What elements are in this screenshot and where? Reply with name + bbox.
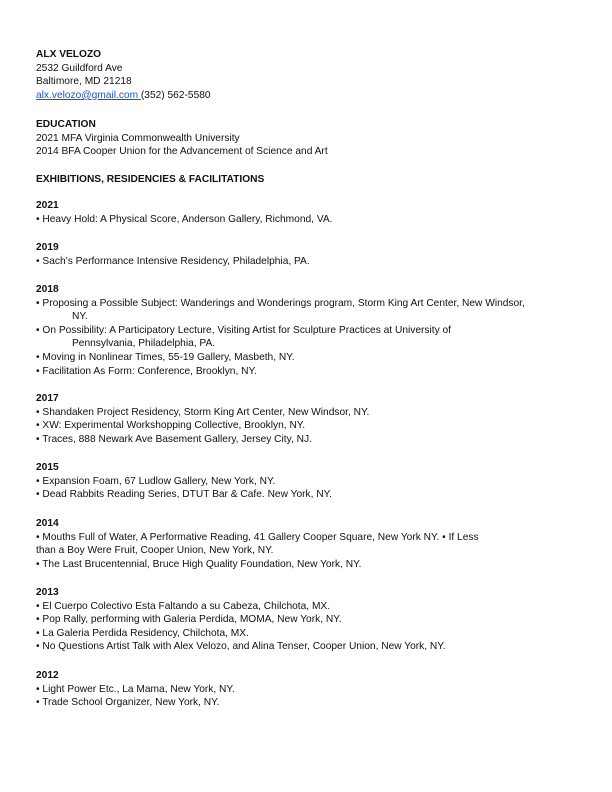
exhibition-item: • La Galeria Perdida Residency, Chilchota, MX. [36,627,249,639]
exhibition-item: • On Possibility: A Participatory Lecture, Visiting Artist for Sculpture Practices at University of [36,324,452,336]
address-line-2: Baltimore, MD 21218 [36,76,132,88]
exhibition-item-continuation: NY. [72,311,88,323]
year-2012-block [36,669,576,710]
phone-number: (352) 562-5580 [140,89,211,101]
year-2015-block [36,461,576,502]
education-item: 2021 MFA Virginia Commonwealth University [36,132,240,144]
year-heading: 2019 [36,242,59,253]
exhibition-item: • Mouths Full of Water, A Performative Reading, 41 Gallery Cooper Square, New York NY. • If Less [36,531,479,543]
year-2014-block [36,517,576,571]
exhibition-item: • No Questions Artist Talk with Alex Velozo, and Alina Tenser, Cooper Union, New York, NY. [36,641,446,653]
year-heading: 2014 [36,518,59,529]
exhibition-item: • Traces, 888 Newark Ave Basement Gallery, Jersey City, NJ. [36,433,312,445]
year-heading: 2018 [36,284,59,295]
exhibition-item: • El Cuerpo Colectivo Esta Faltando a su Cabeza, Chilchota, MX. [36,600,331,612]
year-heading: 2012 [36,670,59,681]
exhibition-item: • Light Power Etc., La Mama, New York, NY. [36,683,235,695]
contact-line [36,89,576,103]
exhibition-item: • Moving in Nonlinear Times, 55-19 Gallery, Masbeth, NY. [36,351,295,363]
exhibition-item-continuation: Pennsylvania, Philadelphia, PA. [72,338,216,350]
exhibition-item: • Shandaken Project Residency, Storm King Art Center, New Windsor, NY. [36,406,370,418]
year-2013-block [36,586,576,654]
exhibitions-heading-block [36,173,576,187]
resume-name: ALX VELOZO [36,49,102,60]
year-heading: 2021 [36,200,59,211]
education-section [36,118,576,159]
exhibition-item: • Trade School Organizer, New York, NY. [36,697,220,709]
email-link[interactable]: alx.velozo@gmail.com [36,89,141,101]
exhibition-item: • Heavy Hold: A Physical Score, Anderson Gallery, Richmond, VA. [36,213,333,225]
exhibition-item: • Sach’s Performance Intensive Residency, Philadelphia, PA. [36,255,310,267]
education-item: 2014 BFA Cooper Union for the Advancement of Science and Art [36,146,328,158]
exhibition-item: • Dead Rabbits Reading Series, DTUT Bar & Cafe. New York, NY. [36,489,332,501]
exhibition-item: • Facilitation As Form: Conference, Brooklyn, NY. [36,365,257,377]
exhibitions-heading: EXHIBITIONS, RESIDENCIES & FACILITATIONS [36,174,265,185]
contact-block [36,48,576,102]
exhibition-item: • The Last Brucentennial, Bruce High Quality Foundation, New York, NY. [36,558,362,570]
year-2017-block [36,392,576,446]
address-line-1: 2532 Guildford Ave [36,62,123,74]
exhibition-item: • Proposing a Possible Subject: Wanderings and Wonderings program, Storm King Art Center, New Windsor, [36,297,525,309]
exhibition-item: • Pop Rally, performing with Galeria Perdida, MOMA, New York, NY. [36,614,342,626]
year-2019-block [36,241,576,268]
education-heading: EDUCATION [36,119,96,130]
year-2021-block [36,199,576,226]
year-heading: 2013 [36,587,59,598]
year-heading: 2015 [36,462,59,473]
year-heading: 2017 [36,393,59,404]
exhibition-item: • XW: Experimental Workshopping Collective, Brooklyn, NY. [36,420,306,432]
exhibition-item-continuation: than a Boy Were Fruit, Cooper Union, New York, NY. [36,545,274,557]
exhibition-item: • Expansion Foam, 67 Ludlow Gallery, New York, NY. [36,475,276,487]
year-2018-block [36,283,576,378]
